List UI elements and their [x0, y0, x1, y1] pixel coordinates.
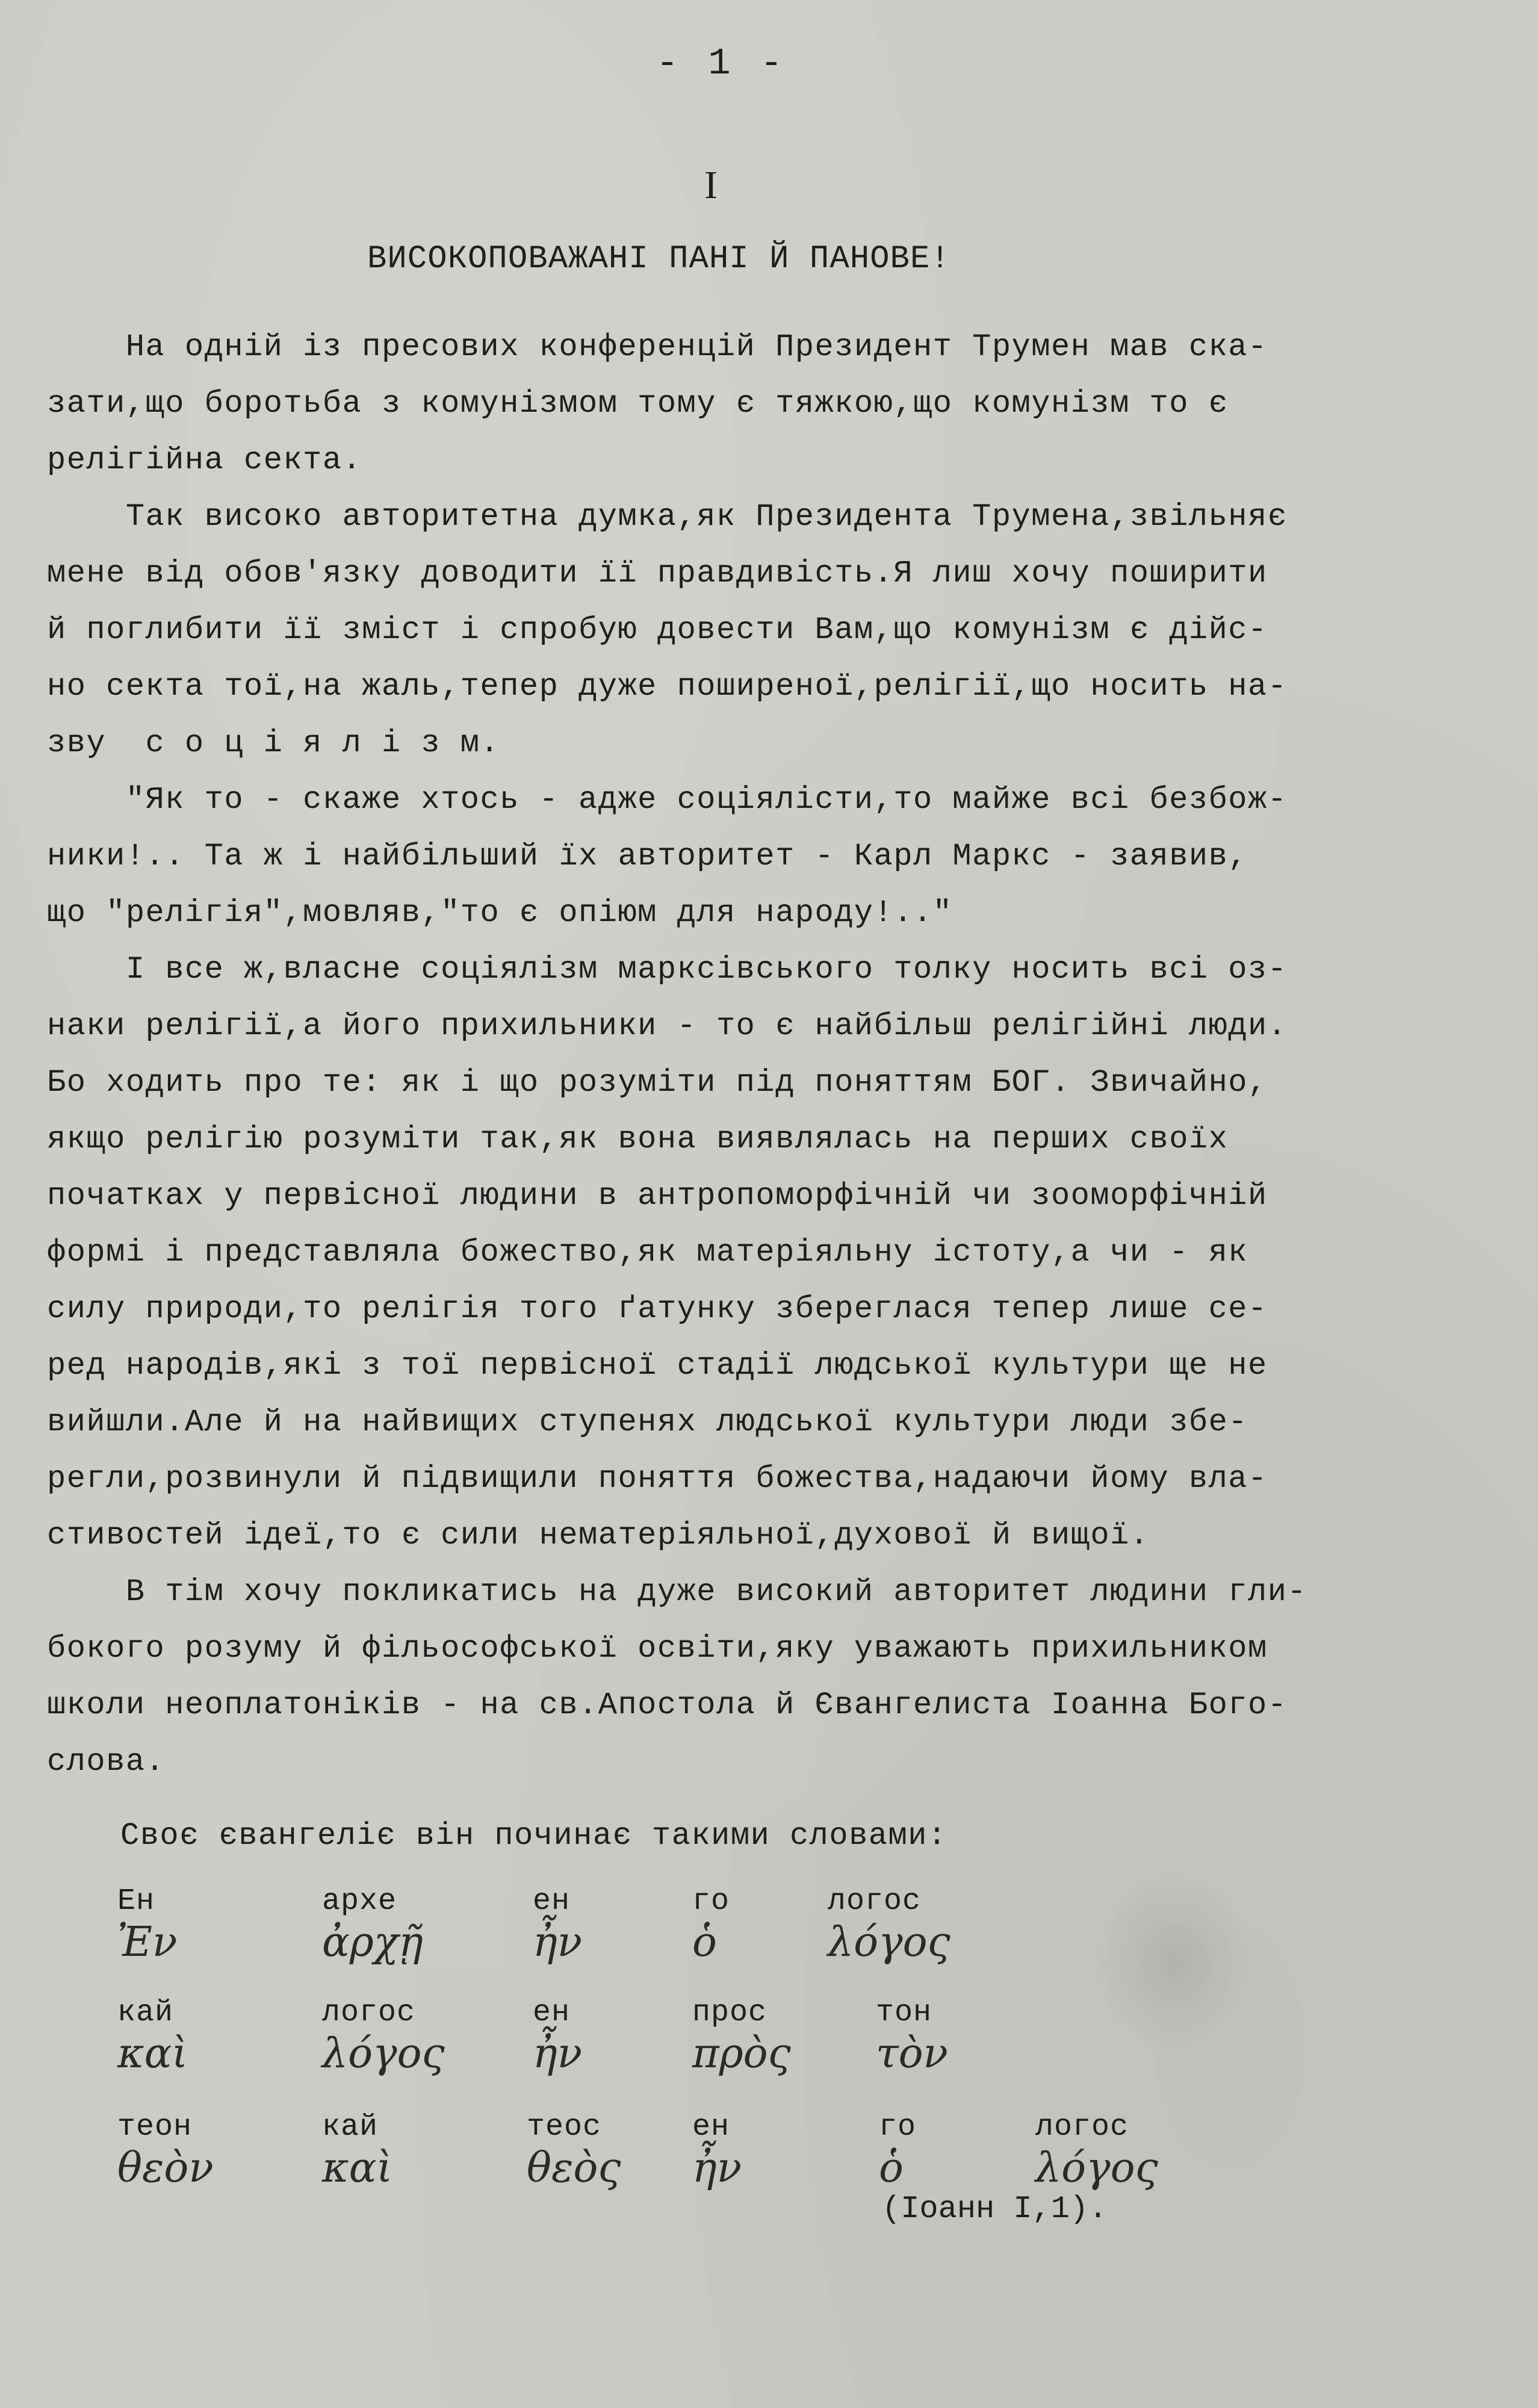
text-line: школи неоплатоніків - на св.Апостола й Євангелиста Іоанна Бого- — [47, 1687, 1288, 1723]
text-line: силу природи,то релігія того ґатунку збереглася тепер лише се- — [47, 1291, 1268, 1327]
quote-word — [533, 1996, 582, 2078]
quote-word — [876, 1996, 948, 2078]
greek-handwritten: λόγος — [322, 2030, 445, 2078]
text-line: Бо ходить про те: як і що розуміти під поняттям БОГ. Звичайно, — [47, 1065, 1268, 1100]
transliteration: теос — [527, 2110, 602, 2144]
paragraph-5 — [47, 1564, 1504, 1790]
text-line: якщо релігію розуміти так,як вона виявлялась на перших своїх — [47, 1122, 1229, 1157]
transliteration: кай — [117, 1996, 174, 2030]
greek-handwritten: θεὸς — [527, 2144, 621, 2192]
quote-word — [117, 1884, 177, 1966]
transliteration: ен — [533, 1884, 571, 1919]
quote-word — [692, 1996, 791, 2078]
quote-word — [322, 1996, 445, 2078]
greek-handwritten: λόγος — [1035, 2144, 1158, 2192]
text-line: но секта тої,на жаль,тепер дуже поширеної,релігії,що носить на- — [47, 669, 1288, 704]
paragraph-4 — [47, 942, 1504, 1564]
transliteration: прос — [692, 1996, 767, 2030]
transliteration: го — [692, 1884, 730, 1919]
text-line: На одній із пресових конференцій Президент Трумен мав ска- — [47, 329, 1268, 365]
greek-handwritten: πρὸς — [692, 2030, 791, 2078]
text-line: регли,розвинули й підвищили поняття божества,надаючи йому вла- — [47, 1461, 1268, 1497]
salutation-heading: ВИСОКОПОВАЖАНІ ПАНІ Й ПАНОВЕ! — [367, 241, 950, 278]
body-text — [47, 319, 1504, 1790]
text-line: слова. — [47, 1744, 166, 1780]
quote-word — [828, 1884, 950, 1966]
transliteration: логос — [828, 1884, 922, 1919]
text-line: ред народів,які з тої первісної стадії людської культури ще не — [47, 1348, 1268, 1383]
transliteration: ен — [692, 2110, 730, 2144]
text-line: "Як то - скаже хтось - адже соціялісти,то майже всі безбож- — [47, 782, 1288, 818]
paragraph-1 — [47, 319, 1504, 489]
transliteration: логос — [1035, 2110, 1129, 2144]
quote-word — [117, 1996, 188, 2078]
quote-word — [879, 2110, 916, 2192]
text-line: зати,що боротьба з комунізмом тому є тяжкою,що комунізм то є — [47, 386, 1229, 421]
greek-handwritten: Ἐν — [117, 1919, 178, 1966]
transliteration: логос — [322, 1996, 416, 2030]
page-number: - 1 - — [656, 42, 787, 85]
greek-handwritten: ἦν — [692, 2144, 742, 2192]
text-line: початках у первісної людини в антропоморфічній чи зооморфічній — [47, 1178, 1268, 1214]
greek-handwritten: θεὸν — [117, 2144, 214, 2192]
text-line: й поглибити її зміст і спробую довести Вам,що комунізм є дійс- — [47, 612, 1268, 648]
text-line: вийшли.Але й на найвищих ступенях людської культури люди збе- — [47, 1404, 1248, 1440]
greek-handwritten: ἦν — [533, 1919, 583, 1966]
text-line: що "релігія",мовляв,"то є опіюм для народу!.." — [47, 895, 953, 931]
quote-word — [692, 1884, 730, 1966]
text-line: наки релігії,а його прихильники - то є найбільш релігійні люди. — [47, 1008, 1288, 1044]
greek-handwritten: καὶ — [117, 2030, 188, 2078]
greek-handwritten: ἀρχῇ — [322, 1919, 423, 1966]
text-line: ники!.. Та ж і найбільший їх авторитет - Карл Маркс - заявив, — [47, 839, 1248, 874]
quote-word — [322, 2110, 392, 2192]
transliteration: тон — [876, 1996, 932, 2030]
ink-smudge — [1096, 1872, 1252, 2053]
text-line: І все ж,власне соціялізм марксівського толку носить всі оз- — [47, 952, 1288, 987]
text-line: Так високо авторитетна думка,як Президента Трумена,звільняє — [47, 499, 1288, 535]
quote-word — [533, 1884, 582, 1966]
greek-handwritten: ἦν — [533, 2030, 583, 2078]
text-line: зву с о ц і я л і з м. — [47, 725, 500, 761]
text-line: релігійна секта. — [47, 442, 362, 478]
greek-handwritten: καὶ — [322, 2144, 393, 2192]
greek-handwritten: τὸν — [876, 2030, 948, 2078]
greek-handwritten: ὁ — [692, 1919, 717, 1966]
quote-word — [117, 2110, 214, 2192]
quote-word — [1035, 2110, 1158, 2192]
text-line: В тім хочу покликатись на дуже високий авторитет людини гли- — [47, 1574, 1307, 1610]
transliteration: го — [879, 2110, 917, 2144]
transliteration: архе — [322, 1884, 397, 1919]
text-line: формі і представляла божество,як матеріяльну істоту,а чи - як — [47, 1235, 1248, 1270]
transliteration: теон — [117, 2110, 193, 2144]
quote-word — [527, 2110, 621, 2192]
transliteration: Ен — [117, 1884, 155, 1919]
greek-handwritten: ὁ — [879, 2144, 904, 2192]
paragraph-3 — [47, 772, 1504, 942]
quote-word — [692, 2110, 742, 2192]
section-numeral: I — [704, 163, 718, 207]
text-line: мене від обов'язку доводити її правдивість.Я лиш хочу поширити — [47, 556, 1268, 591]
quote-word — [322, 1884, 423, 1966]
transliteration: кай — [322, 2110, 379, 2144]
citation: (Іоанн І,1). — [882, 2191, 1108, 2227]
paragraph-2 — [47, 489, 1504, 772]
transliteration: ен — [533, 1996, 571, 2030]
text-line: бокого розуму й фільософської освіти,яку уважають прихильником — [47, 1631, 1268, 1666]
text-line: стивостей ідеї,то є сили нематеріяльної,духової й вищої. — [47, 1518, 1150, 1553]
greek-handwritten: λόγος — [828, 1919, 950, 1966]
gospel-intro-line: Своє євангеліє він починає такими словами: — [120, 1818, 947, 1854]
